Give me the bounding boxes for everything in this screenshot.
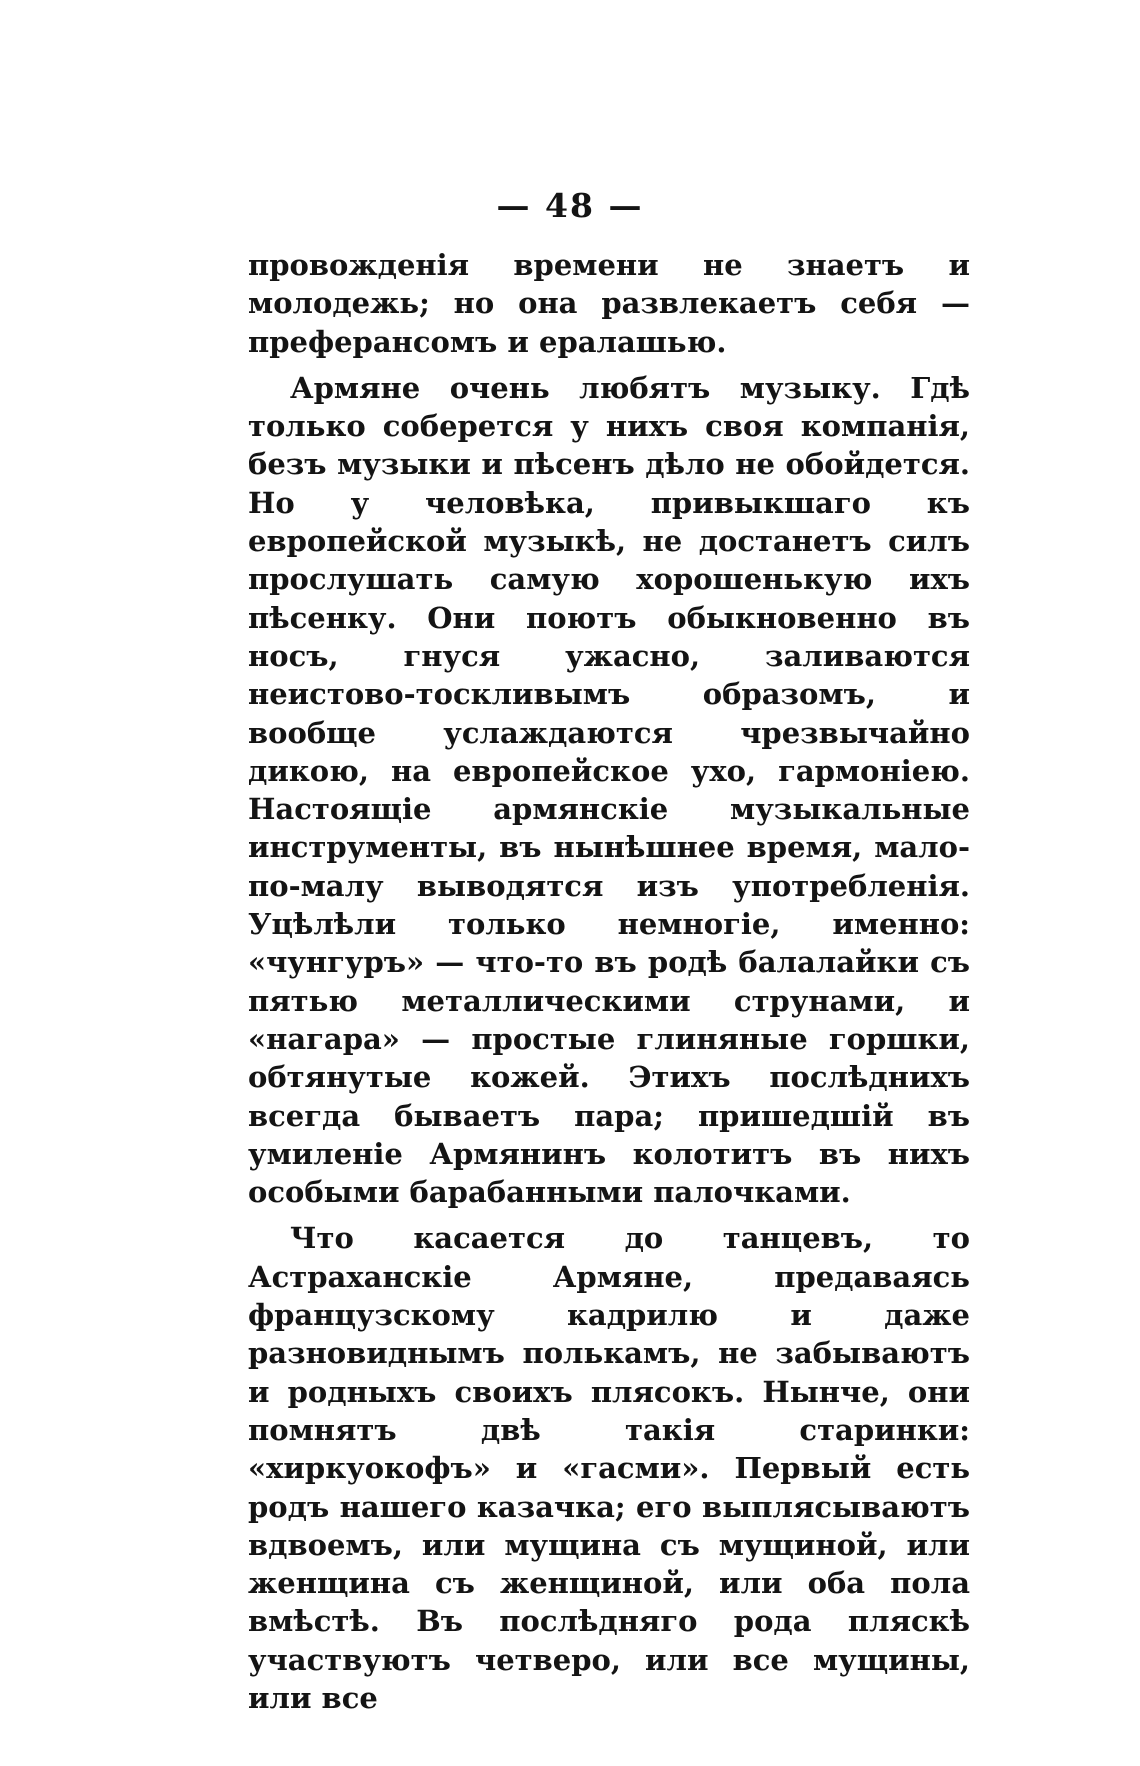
paragraph-dances: Что касается до танцевъ, то Астраханскіе Армяне, предаваясь французскому кадрилю и даже разновиднымъ полькамъ, не забываютъ и родныхъ своихъ плясокъ. Нынче, они помнятъ двѣ такія старинки: «хиркуокофъ» и «гасми». Первый есть родъ нашего казачка; его выплясываютъ вдвоемъ, или мущина съ мущиной, или женщина съ женщиной, или оба пола вмѣстѣ. Въ послѣдняго рода пляскѣ участвуютъ четверо, или все мущины, или все (248, 1221, 970, 1715)
paragraph-leisure: провожденія времени не знаетъ и молодежь; но она развлекаетъ себя — преферансомъ и ералашью. (248, 248, 970, 359)
page-number: — 48 — (496, 186, 644, 225)
paragraph-music: Армяне очень любятъ музыку. Гдѣ только соберется у нихъ своя компанія, безъ музыки и пѣсенъ дѣло не обойдется. Но у человѣка, привыкшаго къ европейской музыкѣ, не достанетъ силъ прослушать самую хорошенькую ихъ пѣсенку. Они поютъ обыкновенно въ носъ, гнуся ужасно, заливаются неистово-тоскливымъ образомъ, и вообще услаждаются чрезвычайно дикою, на европейское ухо, гармоніею. Настоящіе армянскіе музыкальные инструменты, въ нынѣшнее время, мало-по-малу выводятся изъ употребленія. Уцѣлѣли только немногіе, именно: «чунгуръ» — что-то въ родѣ балалайки съ пятью металлическими струнами, и «нагара» — простые глиняные горшки, обтянутые кожей. Этихъ послѣднихъ всегда бываетъ пара; пришедшій въ умиленіе Армянинъ колотитъ въ нихъ особыми барабанными палочками. (248, 370, 970, 1210)
body-text (248, 246, 970, 1717)
